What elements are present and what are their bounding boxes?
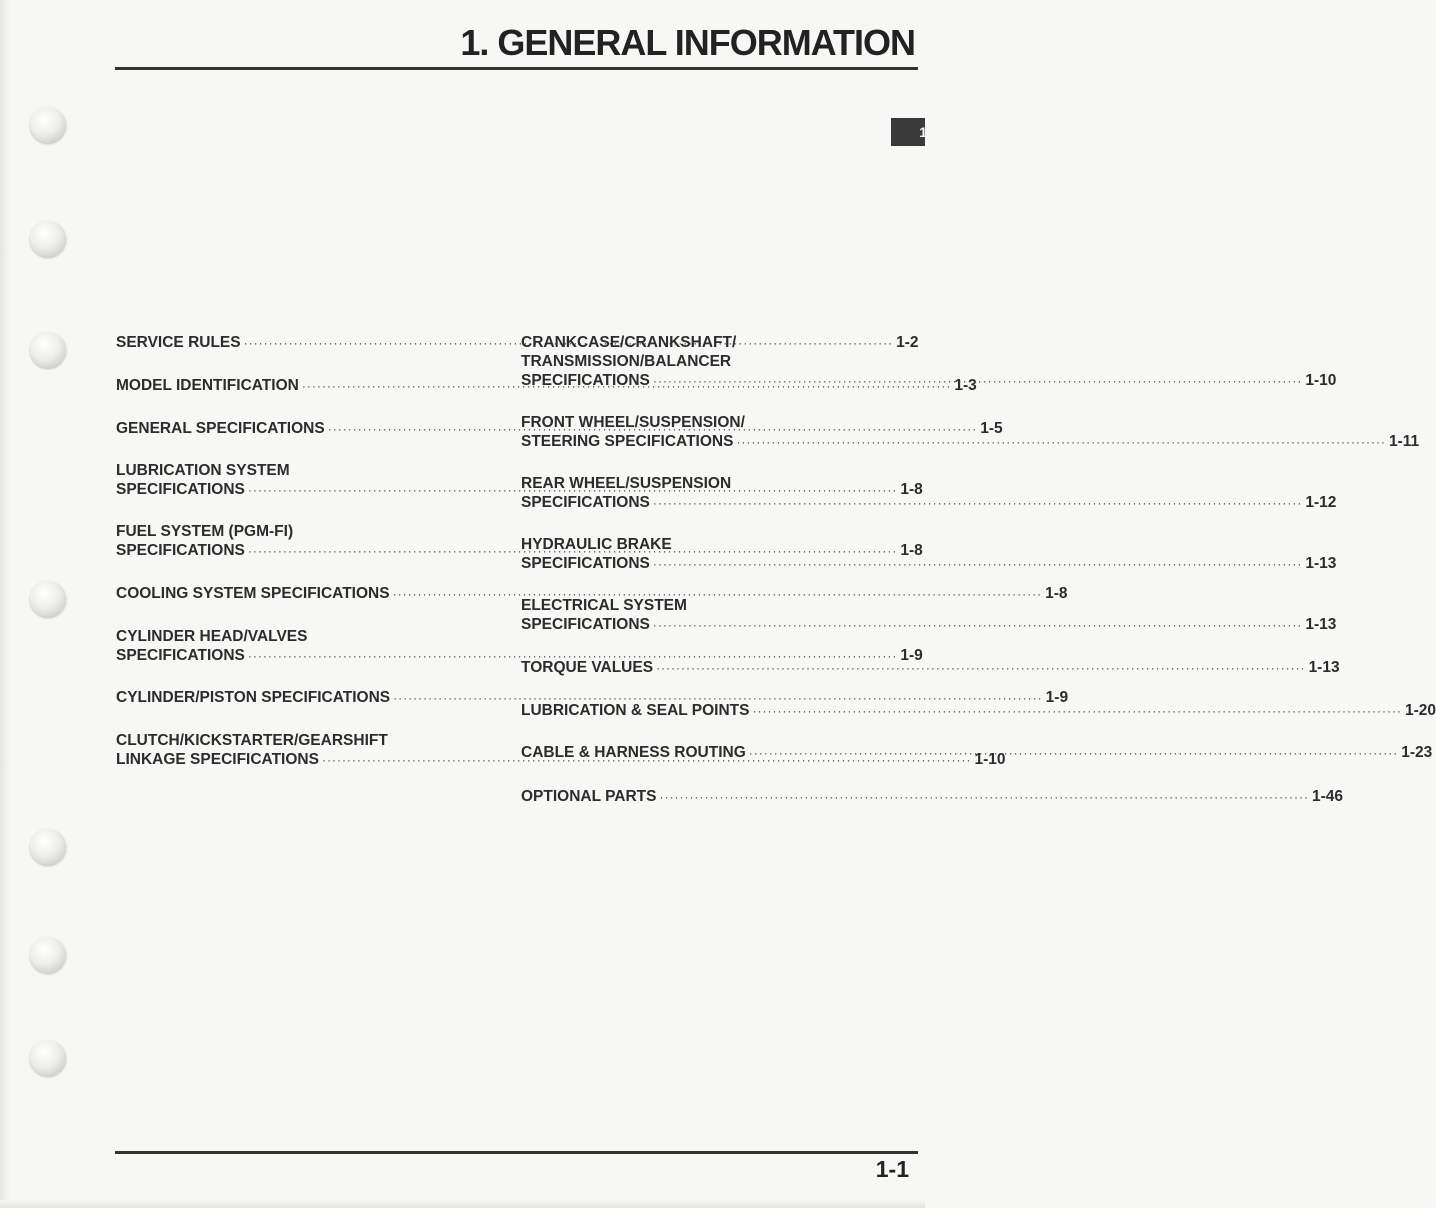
toc-entry-page: 1-46 (1312, 788, 1344, 805)
toc-leader (736, 433, 1386, 452)
toc-entry-title-cont: SPECIFICATIONS (521, 555, 650, 572)
binder-hole (30, 332, 66, 368)
toc-entry-page: 1-9 (1045, 689, 1069, 706)
toc-leader (749, 744, 1399, 763)
toc-entry-title-cont: LINKAGE SPECIFICATIONS (116, 751, 319, 768)
toc-entry-title-cont: SPECIFICATIONS (116, 481, 245, 498)
toc-entry-page: 1-23 (1401, 744, 1433, 761)
toc-entry-title: OPTIONAL PARTS (521, 788, 657, 805)
toc-entry-title: FRONT WHEEL/SUSPENSION/ (521, 414, 745, 431)
toc-entry-page: 1-12 (1305, 494, 1337, 511)
toc-entry-title: MODEL IDENTIFICATION (116, 377, 299, 394)
toc-entry-title-cont: SPECIFICATIONS (521, 494, 650, 511)
toc-entry-page: 1-3 (954, 377, 977, 394)
toc-entry-title: FUEL SYSTEM (PGM-FI) (116, 523, 294, 540)
toc-entry-title-cont: STEERING SPECIFICATIONS (521, 433, 734, 450)
toc-leader (656, 659, 1306, 678)
toc-entry-title-cont: SPECIFICATIONS (116, 542, 245, 559)
toc-leader (653, 494, 1303, 513)
binder-hole (30, 937, 66, 973)
toc-entry-title: CRANKCASE/CRANKSHAFT/ (521, 334, 737, 351)
binder-hole (30, 107, 66, 143)
toc-entry-page: 1-13 (1305, 555, 1337, 572)
toc-entry[interactable] (116, 584, 1068, 604)
page-left-edge (0, 0, 10, 1208)
toc-entry[interactable] (521, 701, 1436, 721)
section-tab-label: 1 (919, 124, 927, 140)
toc-entry-title: CYLINDER HEAD/VALVES (116, 628, 308, 645)
binder-hole (30, 581, 66, 617)
binder-hole (30, 829, 66, 865)
toc-entry-page: 1-11 (1388, 433, 1420, 450)
toc-entry-page: 1-8 (900, 481, 923, 498)
page-number: 1-1 (875, 1156, 909, 1182)
toc-leader (653, 555, 1303, 574)
toc-entry-title: LUBRICATION & SEAL POINTS (521, 702, 750, 719)
toc-leader (660, 788, 1310, 807)
toc-entry-title: COOLING SYSTEM SPECIFICATIONS (116, 585, 390, 602)
page-title: 1. GENERAL INFORMATION (460, 22, 915, 63)
page-bottom-edge (0, 1200, 925, 1208)
toc-entry-page: 1-8 (1045, 585, 1068, 602)
toc-leader (653, 616, 1303, 635)
binder-hole (30, 221, 66, 257)
toc-entry-title-cont: SPECIFICATIONS (521, 616, 650, 633)
toc-entry-title: ELECTRICAL SYSTEM (521, 597, 687, 614)
footer-rule (115, 1151, 918, 1154)
toc-entry-title: LUBRICATION SYSTEM (116, 462, 290, 479)
toc-entry-title-cont: TRANSMISSION/BALANCER (521, 353, 732, 370)
title-rule (115, 67, 918, 70)
binder-hole (30, 1040, 66, 1076)
toc-entry-page: 1-2 (896, 334, 919, 351)
toc-entry[interactable] (116, 627, 923, 666)
toc-entry-title: HYDRAULIC BRAKE (521, 536, 672, 553)
toc-entry[interactable] (116, 688, 1069, 708)
toc-entry[interactable] (521, 658, 1340, 678)
toc-entry-title: TORQUE VALUES (521, 659, 654, 676)
toc-entry[interactable] (521, 787, 1344, 807)
toc-leader (753, 702, 1403, 721)
toc-leader (653, 372, 1303, 391)
toc-entry-title: SERVICE RULES (116, 334, 241, 351)
toc-entry-page: 1-5 (980, 420, 1003, 437)
toc-entry-page: 1-13 (1308, 659, 1340, 676)
toc-entry[interactable] (521, 596, 1337, 635)
toc-entry-title: REAR WHEEL/SUSPENSION (521, 475, 732, 492)
toc-entry-page: 1-8 (900, 542, 923, 559)
toc-entry-title-cont: SPECIFICATIONS (116, 647, 245, 664)
toc-entry-title: CLUTCH/KICKSTARTER/GEARSHIFT (116, 732, 388, 749)
toc-entry-page: 1-10 (1305, 372, 1337, 389)
toc-entry-page: 1-9 (900, 647, 923, 664)
toc-entry-title: CYLINDER/PISTON SPECIFICATIONS (116, 689, 391, 706)
toc-entry-page: 1-13 (1305, 616, 1337, 633)
toc-entry-page: 1-20 (1405, 702, 1436, 719)
toc-entry-title-cont: SPECIFICATIONS (521, 372, 650, 389)
section-tab (891, 118, 925, 146)
toc-entry-page: 1-10 (974, 751, 1006, 768)
toc-entry-title: CABLE & HARNESS ROUTING (521, 744, 746, 761)
toc-entry-title: GENERAL SPECIFICATIONS (116, 420, 325, 437)
